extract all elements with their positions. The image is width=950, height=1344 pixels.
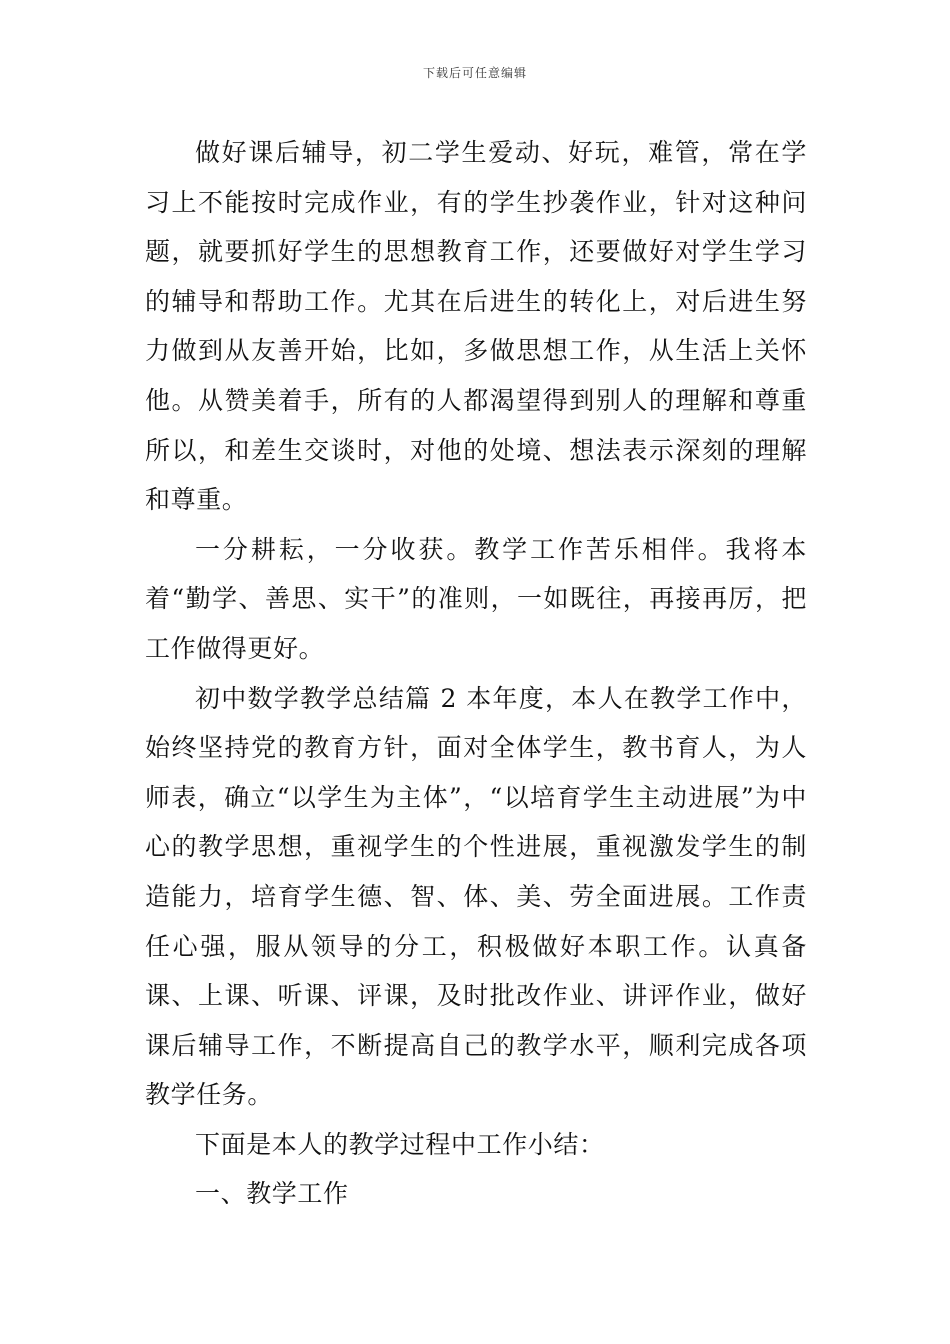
- paragraph-harvest: 一分耕耘，一分收获。教学工作苦乐相伴。我将本着“勤学、善思、实干”的准则，一如既往，再接再厉，把工作做得更好。: [145, 534, 807, 663]
- page-header: 下载后可任意编辑: [422, 66, 527, 80]
- paragraph-work-summary-intro: 下面是本人的教学过程中工作小结：: [195, 1129, 605, 1159]
- document-body: [145, 128, 807, 1219]
- paragraph-summary-2: 初中数学教学总结篇 2 本年度，本人在教学工作中，始终坚持党的教育方针，面对全体学生，教书育人，为人师表，确立“以学生为主体”，“以培育学生主动进展”为中心的教学思想，重视学生的个性进展，重视激发学生的制造能力，培育学生德、智、体、美、劳全面进展。工作责任心强，服从领导的分工，积极做好本职工作。认真备课、上课、听课、评课，及时批改作业、讲评作业，做好课后辅导工作，不断提高自己的教学水平，顺利完成各项教学任务。: [145, 683, 807, 1110]
- paragraph-tutoring: 做好课后辅导，初二学生爱动、好玩，难管，常在学习上不能按时完成作业，有的学生抄袭作业，针对这种问题，就要抓好学生的思想教育工作，还要做好对学生学习的辅导和帮助工作。尤其在后进生的转化上，对后进生努力做到从友善开始，比如，多做思想工作，从生活上关怀他。从赞美着手，所有的人都渴望得到别人的理解和尊重所以，和差生交谈时，对他的处境、想法表示深刻的理解和尊重。: [145, 138, 807, 515]
- section-heading-teaching-work: 一、教学工作: [195, 1179, 349, 1209]
